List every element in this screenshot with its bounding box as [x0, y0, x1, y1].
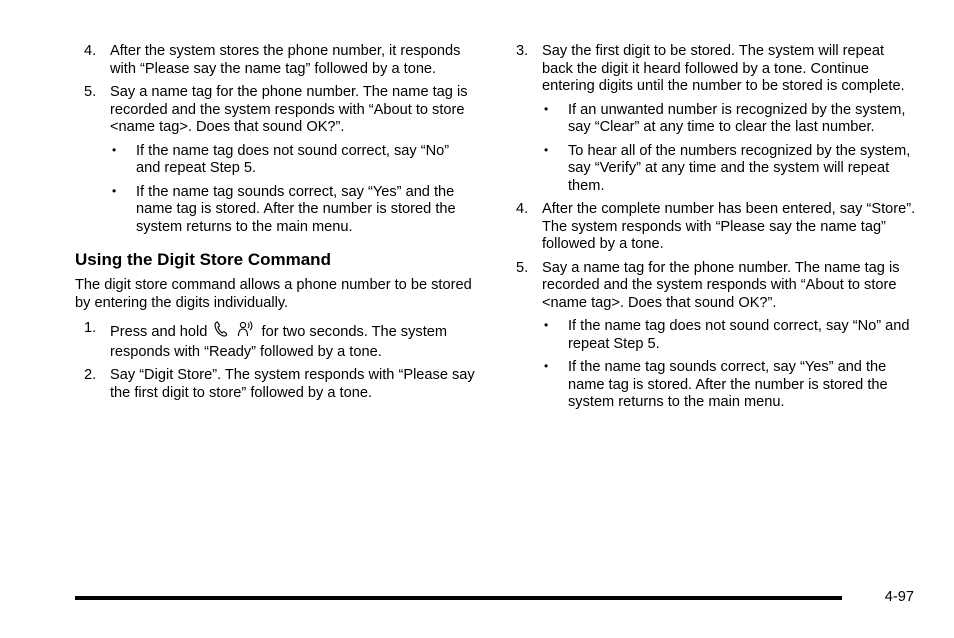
section-intro: The digit store command allows a phone number to be stored by entering the digits individually. [75, 277, 472, 311]
bullet-icon: • [544, 142, 549, 157]
step-number: 4. [84, 43, 97, 59]
step-text-after: for two seconds. The system responds with “Ready” followed by a tone. [110, 324, 448, 360]
steps-list [516, 43, 916, 412]
phone-icon [213, 320, 229, 344]
right-column [516, 43, 916, 418]
step-2 [84, 367, 476, 402]
bullet-text: If the name tag sounds correct, say “Yes” and the name tag is stored. After the number is stored the system returns to the main menu. [568, 359, 888, 410]
step-text: Say the first digit to be stored. The system will repeat back the digit it heard followed by a tone. Continue entering digits until the number to be stored is complete. [542, 43, 905, 94]
step-number: 2. [84, 367, 97, 383]
step-number: 5. [84, 84, 97, 100]
step-5 [84, 84, 476, 236]
bullet-icon: • [544, 101, 549, 116]
bullet-item [542, 143, 916, 196]
step-1 [84, 320, 476, 361]
bullet-icon: • [544, 359, 549, 373]
bullet-list [542, 102, 916, 196]
steps-list [84, 320, 476, 402]
step-text: After the system stores the phone number, it responds with “Please say the name tag” followed by a tone. [110, 43, 461, 77]
bullet-text: If an unwanted number is recognized by the system, say “Clear” at any time to clear the last number. [568, 101, 906, 135]
left-column [75, 43, 476, 408]
bullet-item [110, 143, 476, 178]
page-number: 4-97 [884, 589, 914, 605]
bullet-icon: • [544, 318, 549, 332]
bullet-text: To hear all of the numbers recognized by the system, say “Verify” at any time and the system will repeat them. [568, 142, 911, 194]
step-text: Say a name tag for the phone number. The name tag is recorded and the system responds with “About to store <name tag>. Does that sound OK?”. [542, 259, 900, 311]
bullet-icon: • [112, 142, 117, 157]
voice-icon [237, 320, 255, 344]
step-number: 5. [516, 259, 529, 276]
step-4 [516, 201, 916, 254]
bullet-text: If the name tag sounds correct, say “Yes” and the name tag is stored. After the number is stored the system returns to the main menu. [136, 183, 456, 235]
step-3 [516, 43, 916, 195]
bullet-list [542, 318, 916, 412]
step-5 [516, 260, 916, 412]
step-number: 4. [516, 201, 529, 217]
step-number: 1. [84, 320, 97, 336]
bullet-item [110, 184, 476, 237]
bullet-text: If the name tag does not sound correct, say “No” and repeat Step 5. [136, 142, 450, 176]
step-text-before: Press and hold [110, 324, 208, 340]
step-text: Say “Digit Store”. The system responds with “Please say the first digit to store” followed by a tone. [110, 367, 475, 401]
section-heading: Using the Digit Store Command [75, 250, 331, 269]
bullet-text: If the name tag does not sound correct, say “No” and repeat Step 5. [568, 318, 910, 352]
bullet-item [542, 359, 916, 412]
step-text: Say a name tag for the phone number. The name tag is recorded and the system responds with “About to store <name tag>. Does that sound OK?”. [110, 84, 468, 135]
footer-rule [75, 596, 842, 600]
bullet-list [110, 143, 476, 237]
steps-list [84, 43, 476, 236]
step-number: 3. [516, 43, 529, 59]
step-text: After the complete number has been entered, say “Store”. The system responds with “Please say the name tag” followed by a tone. [542, 201, 916, 252]
bullet-item [542, 102, 916, 137]
bullet-icon: • [112, 183, 117, 198]
bullet-item [542, 318, 916, 353]
step-4 [84, 43, 476, 78]
